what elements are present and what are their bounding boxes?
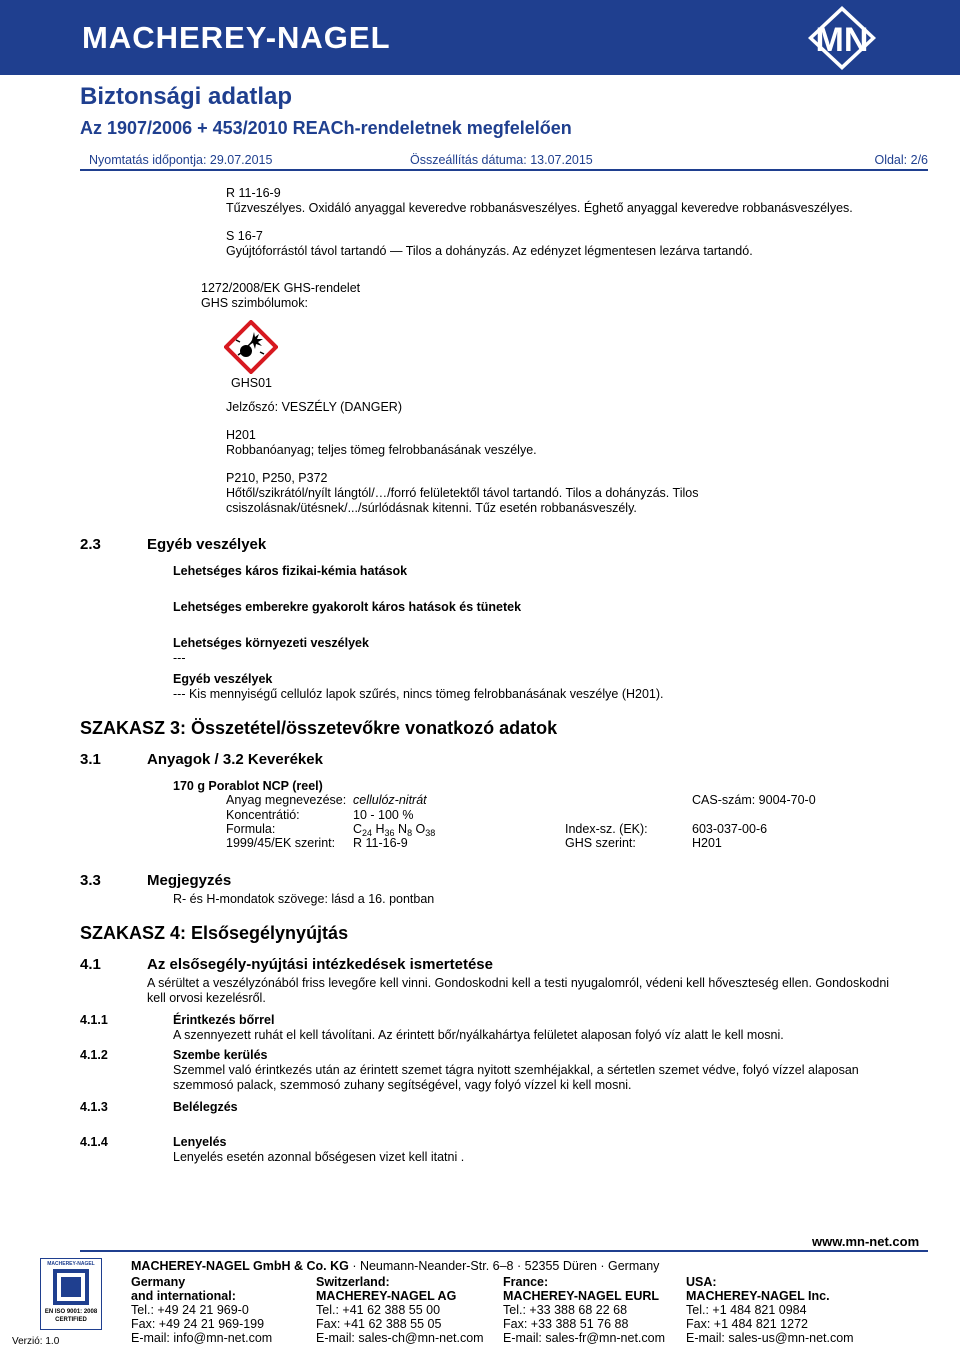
index-value: 603-037-00-6 — [692, 822, 768, 836]
ghs-class-label: GHS szerint: — [565, 836, 636, 850]
section-3-3-number: 3.3 — [80, 872, 101, 889]
print-date: Nyomtatás időpontja: 29.07.2015 — [89, 153, 273, 167]
page-number: Oldal: 2/6 — [874, 153, 928, 167]
concentration-label: Koncentrátió: — [226, 808, 300, 822]
ghs-regulation: 1272/2008/EK GHS-rendelet — [201, 281, 361, 295]
env-hazards-heading: Lehetséges környezeti veszélyek — [173, 636, 369, 650]
section-4-1-text-2: kell orvosi kezelésről. — [147, 991, 266, 1005]
section-4-1-number: 4.1 — [80, 956, 101, 973]
h-text: Robbanóanyag; teljes tömeg felrobbanásának veszélye. — [226, 443, 537, 457]
substance-name-value: cellulóz-nitrát — [353, 793, 427, 807]
section-4-1-1-text: A szennyezett ruhát el kell távolítani. Az érintett bőr/nyálkahártya felületet alaposan folyó víz alatt le kell mosni. — [173, 1028, 784, 1042]
signal-word: Jelzőszó: VESZÉLY (DANGER) — [226, 400, 402, 414]
p-text-2: csiszolásnak/ütésnek/.../súrlódásnak kitenni. Tűz esetén robbanásveszély. — [226, 501, 637, 515]
human-effects-heading: Lehetséges emberekre gyakorolt káros hatások és tünetek — [173, 600, 522, 614]
cas-number: CAS-szám: 9004-70-0 — [692, 793, 816, 807]
iso-certificate-seal: MACHEREY-NAGEL EN ISO 9001: 2008 CERTIFIED — [40, 1258, 102, 1330]
section-4-1-1-number: 4.1.1 — [80, 1013, 108, 1027]
document-title: Biztonsági adatlap — [80, 83, 293, 110]
section-2-3-number: 2.3 — [80, 536, 101, 553]
phys-chem-heading: Lehetséges káros fizikai-kémia hatások — [173, 564, 408, 578]
substance-name-label: Anyag megnevezése: — [226, 793, 347, 807]
cert-badge-icon — [53, 1269, 89, 1305]
section-2-3-title: Egyéb veszélyek — [147, 536, 267, 553]
s-code: S 16-7 — [226, 229, 263, 243]
section-4-1-2-text-2: szemmosó palack, szemmosó zuhany segítségével, vagy folyó vízzel ki kell mosni. — [173, 1078, 632, 1092]
formula-label: Formula: — [226, 822, 276, 836]
logo-text: MN — [815, 21, 869, 59]
section-4-1-2-number: 4.1.2 — [80, 1048, 108, 1062]
product-name: 170 g Porablot NCP (reel) — [173, 779, 323, 793]
section-4-1-2-text-1: Szemmel való érintkezés után az érintett szemet tágra nyitott szemhéjakkal, a sértetlen szemet védve, folyó vízzel alaposan — [173, 1063, 859, 1077]
website: www.mn-net.com — [812, 1234, 920, 1249]
section-4-title: SZAKASZ 4: Elsősegélynyújtás — [80, 923, 349, 943]
eu-directive-label: 1999/45/EK szerint: — [226, 836, 336, 850]
env-hazards-value: --- — [173, 651, 186, 665]
section-4-1-3-title: Belélegzés — [173, 1100, 238, 1114]
footer-company-line: MACHEREY-NAGEL GmbH & Co. KG · Neumann-Neander-Str. 6–8 · 52355 Düren · Germany — [131, 1259, 660, 1273]
concentration-value: 10 - 100 % — [353, 808, 414, 822]
section-4-1-2-title: Szembe kerülés — [173, 1048, 268, 1062]
eu-directive-value: R 11-16-9 — [353, 836, 408, 850]
section-4-1-4-title: Lenyelés — [173, 1135, 227, 1149]
r-code: R 11-16-9 — [226, 186, 281, 200]
section-4-1-1-title: Érintkezés bőrrel — [173, 1013, 275, 1027]
section-3-1-title: Anyagok / 3.2 Keverékek — [147, 751, 323, 768]
meta-bar — [80, 153, 928, 171]
h-code: H201 — [226, 428, 256, 442]
section-3-title: SZAKASZ 3: Összetétel/összetevőkre vonatkozó adatok — [80, 718, 558, 738]
section-4-1-4-number: 4.1.4 — [80, 1135, 108, 1149]
ghs01-exploding-bomb-icon — [224, 320, 278, 374]
document-subtitle: Az 1907/2006 + 453/2010 REACh-rendeletnek megfelelően — [80, 118, 572, 138]
s-text: Gyújtóforrástól távol tartandó — Tilos a dohányzás. Az edényzet légmentesen lezárva tartandó. — [226, 244, 753, 258]
section-4-1-4-text: Lenyelés esetén azonnal bőségesen vizet kell itatni . — [173, 1150, 465, 1164]
r-text: Tűzveszélyes. Oxidáló anyaggal keveredve robbanásveszélyes. Éghető anyaggal keveredve robbanásveszélyes. — [226, 201, 853, 215]
footer-rule — [80, 1250, 928, 1252]
brand-name: MACHEREY-NAGEL — [82, 20, 391, 55]
section-3-3-text: R- és H-mondatok szövege: lásd a 16. pontban — [173, 892, 435, 906]
section-4-1-3-number: 4.1.3 — [80, 1100, 108, 1114]
other-hazards-heading: Egyéb veszélyek — [173, 672, 273, 686]
version: Verzió: 1.0 — [12, 1336, 60, 1347]
ghs-class-value: H201 — [692, 836, 722, 850]
mn-logo-icon — [780, 0, 960, 80]
index-label: Index-sz. (EK): — [565, 822, 648, 836]
p-text-1: Hőtől/szikrától/nyílt lángtól/…/forró felületektől távol tartandó. Tilos a dohányzás. Tilos — [226, 486, 699, 500]
section-4-1-title: Az elsősegély-nyújtási intézkedések ismertetése — [147, 956, 493, 973]
other-hazards-value: --- Kis mennyiségű cellulóz lapok szűrés, nincs tömeg felrobbanásának veszélye (H201). — [173, 687, 664, 701]
compile-date: Összeállítás dátuma: 13.07.2015 — [410, 153, 593, 167]
ghs-symbols-label: GHS szimbólumok: — [201, 296, 308, 310]
section-3-3-title: Megjegyzés — [147, 872, 232, 889]
formula-value: $C_{24}$ $H_{36}$ $N_8$ $O_{38}$ — [353, 822, 436, 838]
section-4-1-text-1: A sérültet a veszélyzónából friss levegőre kell vinni. Gondoskodni kell a testi nyugalomról, védeni kell hőveszteség ellen. Gondoskodni — [147, 976, 890, 990]
p-codes: P210, P250, P372 — [226, 471, 328, 485]
section-3-1-number: 3.1 — [80, 751, 101, 768]
ghs-code: GHS01 — [231, 376, 272, 390]
